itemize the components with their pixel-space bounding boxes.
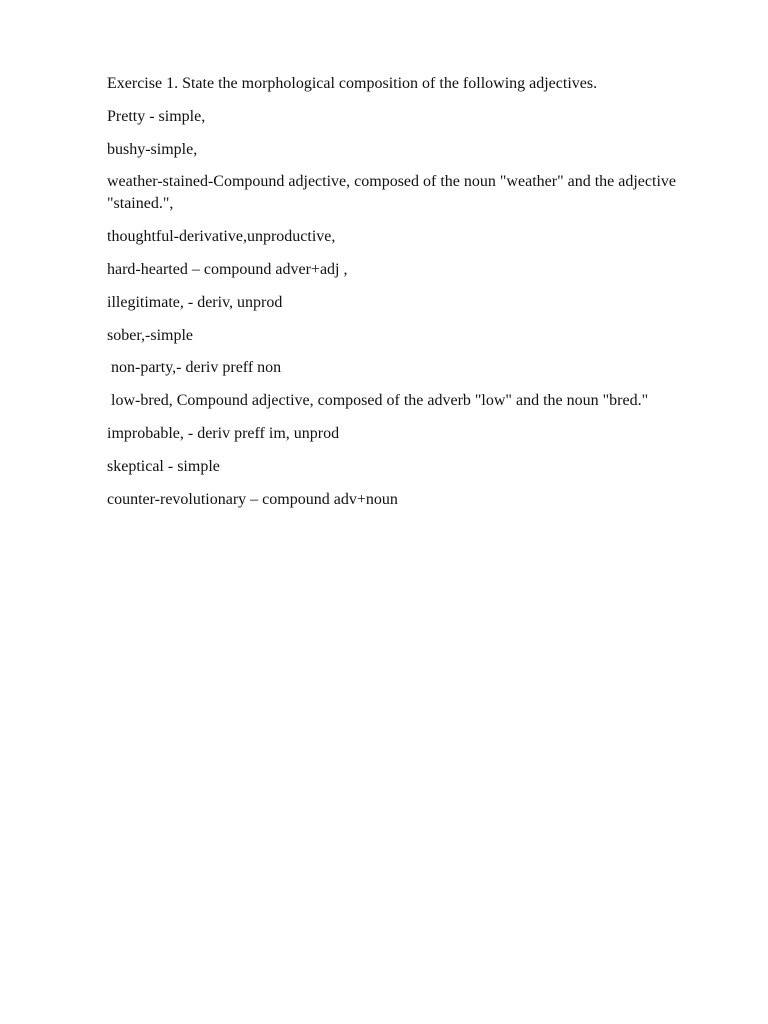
list-item: thoughtful-derivative,unproductive, bbox=[107, 228, 336, 246]
list-item: hard-hearted – compound adver+adj , bbox=[107, 260, 348, 278]
list-item: non-party,- deriv preff non bbox=[107, 359, 282, 377]
list-item: bushy-simple, bbox=[107, 140, 198, 158]
list-item: improbable, - deriv preff im, unprod bbox=[107, 424, 340, 442]
exercise-heading: Exercise 1. State the morphological composition of the following adjectives. bbox=[107, 75, 598, 92]
document-body bbox=[107, 73, 707, 521]
list-item: weather-stained-Compound adjective, composed of the noun "weather" and the adjective "stained.", bbox=[107, 173, 680, 213]
list-item: low-bred, Compound adjective, composed of the adverb "low" and the noun "bred." bbox=[107, 392, 649, 410]
list-item: illegitimate, - deriv, unprod bbox=[107, 293, 283, 311]
list-item: counter-revolutionary – compound adv+noun bbox=[107, 490, 398, 508]
list-item: skeptical - simple bbox=[107, 457, 220, 475]
list-item: Pretty - simple, bbox=[107, 107, 206, 125]
list-item: sober,-simple bbox=[107, 326, 194, 344]
